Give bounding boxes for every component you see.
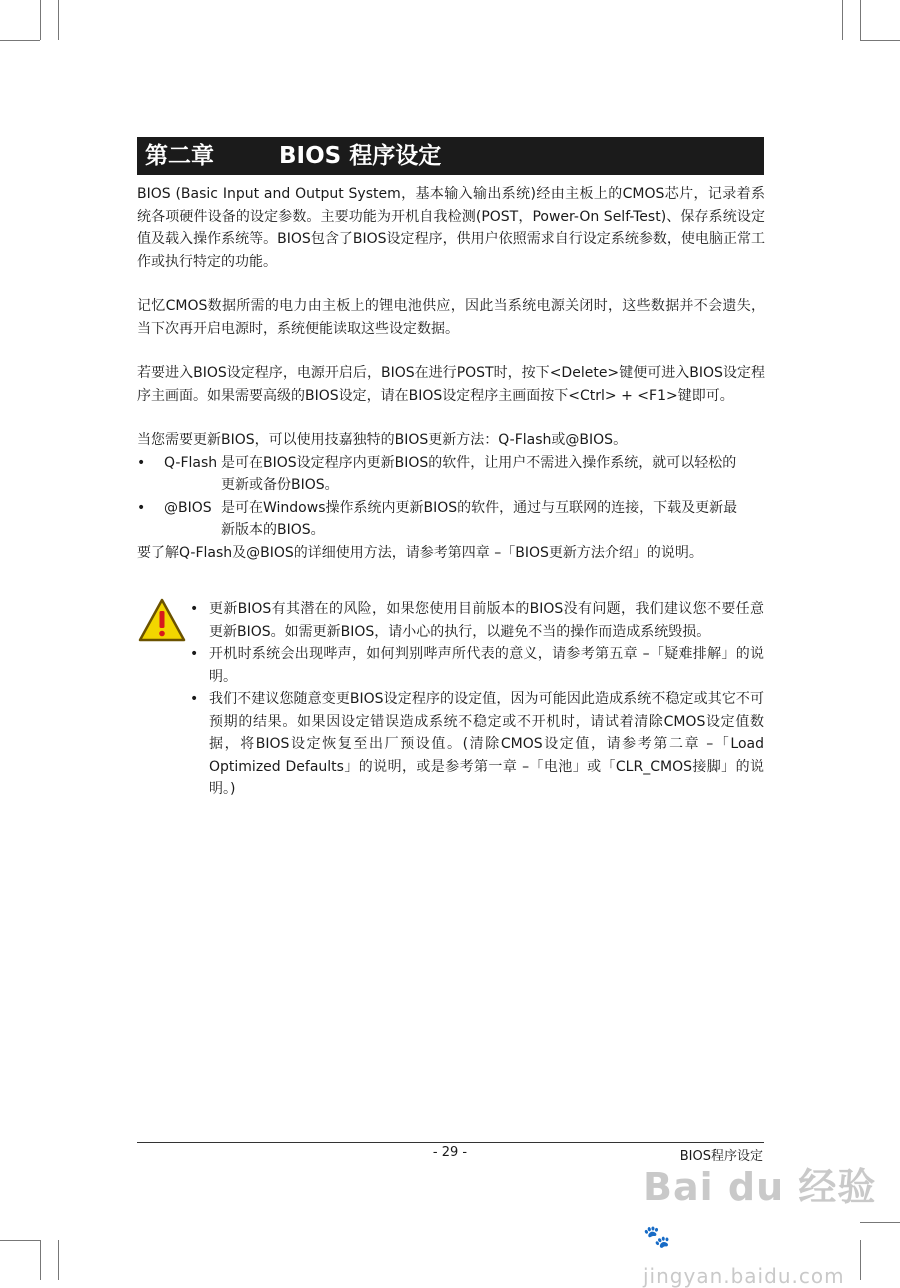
- warning-note: 更新BIOS有其潜在的风险，如果您使用目前版本的BIOS没有问题，我们建议您不要任意更新BIOS。如需更新BIOS，请小心的执行，以避免不当的操作而造成系统毁损。: [209, 601, 764, 640]
- crop-mark: [0, 40, 40, 41]
- page-number: - 29 -: [432, 1145, 468, 1160]
- method-description: 是可在Windows操作系统内更新BIOS的软件，通过与互联网的连接，下载及更新最新版本的BIOS。: [221, 499, 738, 538]
- crop-mark: [58, 1240, 59, 1280]
- warning-note: 开机时系统会出现哔声，如何判别哔声所代表的意义，请参考第五章 –「疑难排解」的说明。: [209, 646, 764, 685]
- chapter-body: [137, 183, 765, 564]
- intro-paragraph: BIOS (Basic Input and Output System，基本输入输出系统)经由主板上的CMOS芯片，记录着系统各项硬件设备的设定参数。主要功能为开机自我检测(POST，Power-On Self-Test)、保存系统设定值及载入操作系统等。BIOS包含了BIOS设定程序，供用户依照需求自行设定系统参数，使电脑正常工作或执行特定的功能。: [137, 186, 765, 270]
- update-intro: 当您需要更新BIOS，可以使用技嘉独特的BIOS更新方法：Q-Flash或@BIOS。: [137, 432, 628, 448]
- crop-mark: [842, 0, 843, 40]
- method-name: Q-Flash: [164, 454, 218, 471]
- bullet: •: [190, 601, 199, 617]
- warning-triangle-icon: [138, 598, 186, 642]
- crop-mark: [860, 40, 900, 41]
- enter-setup-paragraph: 若要进入BIOS设定程序，电源开启后，BIOS在进行POST时，按下<Delete>键便可进入BIOS设定程序主画面。如果需要高级的BIOS设定，请在BIOS设定程序主画面按下<Ctrl> + <F1>键即可。: [137, 365, 765, 404]
- bullet: •: [137, 499, 146, 516]
- method-description: 是可在BIOS设定程序内更新BIOS的软件，让用户不需进入操作系统，就可以轻松的更新或备份BIOS。: [221, 454, 737, 493]
- footer-divider: [137, 1142, 764, 1143]
- crop-mark: [40, 0, 41, 40]
- warning-note: 我们不建议您随意变更BIOS设定程序的设定值，因为可能因此造成系统不稳定或其它不可预期的结果。如果因设定错误造成系统不稳定或不开机时，请试着清除CMOS设定值数据，将BIOS设定恢复至出厂预设值。(清除CMOS设定值，请参考第二章 –「Load Optimized Defaults」的说明，或是参考第一章 –「电池」或「CLR_CMOS接脚」的说明。): [209, 691, 764, 797]
- list-item: [137, 497, 765, 542]
- cmos-battery-paragraph: 记忆CMOS数据所需的电力由主板上的锂电池供应，因此当系统电源关闭时，这些数据并不会遗失，当下次再开启电源时，系统便能读取这些设定数据。: [137, 298, 765, 337]
- list-item: [190, 643, 764, 688]
- crop-mark: [0, 1240, 40, 1241]
- list-item: [190, 598, 764, 643]
- update-methods-list: [137, 452, 765, 542]
- footer-title: BIOS程序设定: [679, 1149, 763, 1164]
- list-item: [190, 688, 764, 801]
- paw-icon: 🐾: [643, 1225, 672, 1250]
- watermark-brand: Bai du 经验: [643, 1165, 877, 1209]
- bullet: •: [190, 691, 199, 707]
- warning-notes: [190, 598, 764, 801]
- bullet: •: [190, 646, 199, 662]
- chapter-number: 第二章: [145, 143, 214, 169]
- list-item: [137, 452, 765, 497]
- crop-mark: [40, 1240, 41, 1280]
- chapter-header: [137, 137, 764, 175]
- watermark-url: jingyan.baidu.com: [643, 1264, 845, 1288]
- crop-mark: [58, 0, 59, 40]
- update-reference: 要了解Q-Flash及@BIOS的详细使用方法，请参考第四章 –「BIOS更新方法介绍」的说明。: [137, 544, 703, 561]
- bullet: •: [137, 454, 146, 471]
- chapter-title: BIOS 程序设定: [279, 143, 442, 169]
- method-name: @BIOS: [164, 499, 212, 516]
- crop-mark: [860, 0, 861, 40]
- baidu-jingyan-watermark: [643, 1165, 900, 1288]
